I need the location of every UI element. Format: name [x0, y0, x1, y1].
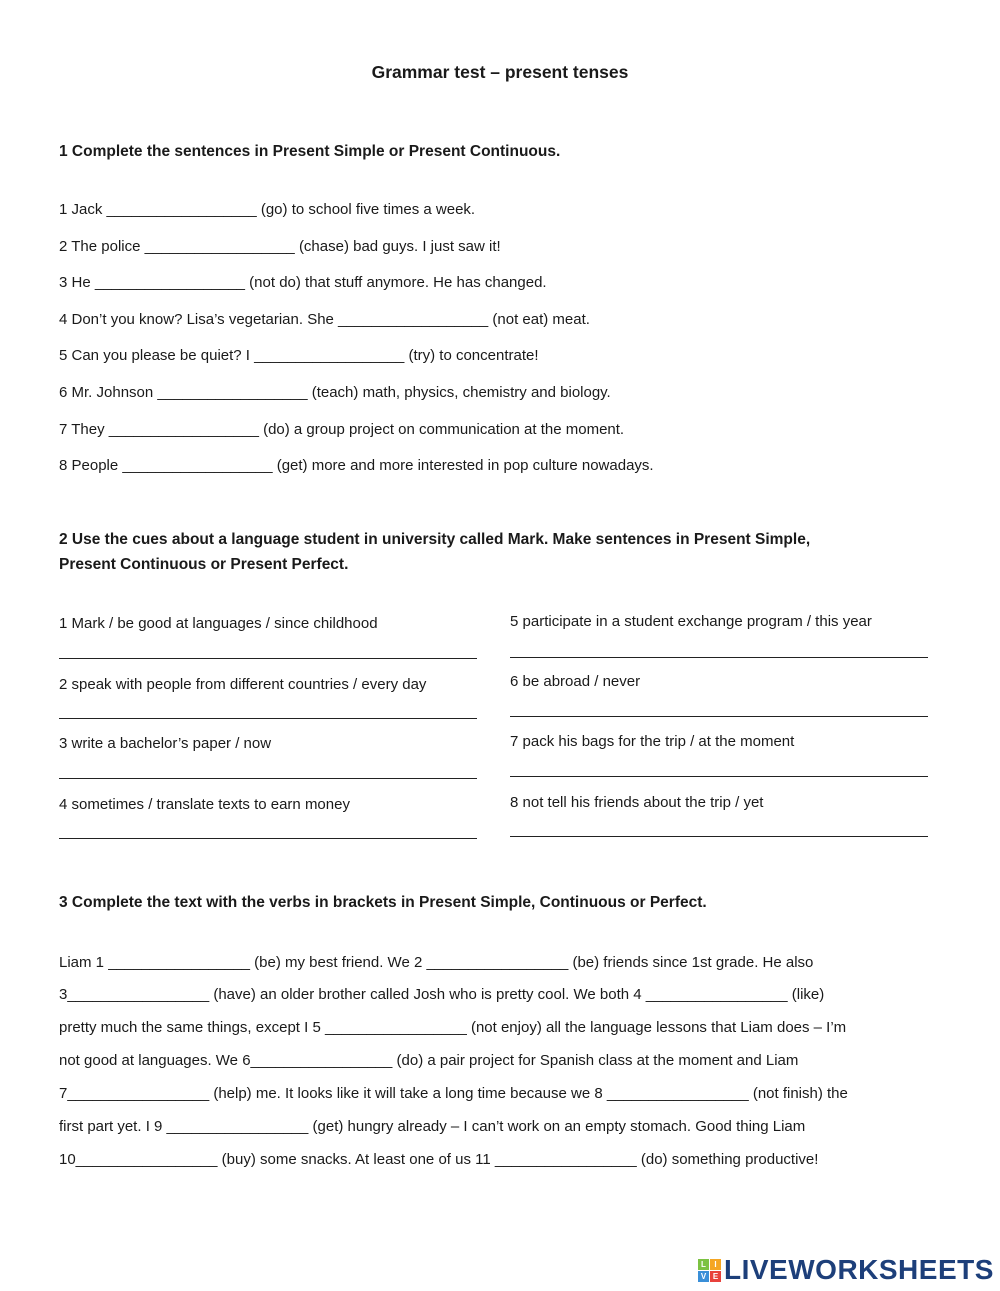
section2-heading: 2 Use the cues about a language student in university called Mark. Make sentences in Present Simple, [59, 531, 811, 548]
answer-line[interactable] [59, 838, 477, 839]
answer-line[interactable] [59, 658, 477, 659]
exercise1-item: 2 The police __________________ (chase) bad guys. I just saw it! [59, 238, 501, 255]
exercise2-cue: 4 sometimes / translate texts to earn money [59, 796, 350, 813]
exercise3-text-line: pretty much the same things, except I 5 _________________ (not enjoy) all the language lessons that Liam does – I’m [59, 1019, 847, 1036]
exercise3-text-line: 10_________________ (buy) some snacks. At least one of us 11 _________________ (do) something productive! [59, 1151, 819, 1168]
exercise2-cue: 5 participate in a student exchange program / this year [510, 613, 872, 630]
exercise3-text-line: not good at languages. We 6_________________ (do) a pair project for Spanish class at the moment and Liam [59, 1052, 799, 1069]
live-cube-icon [698, 1259, 721, 1282]
answer-line[interactable] [510, 657, 928, 658]
answer-line[interactable] [510, 836, 928, 837]
liveworksheets-logo [698, 1254, 994, 1286]
exercise2-cue: 1 Mark / be good at languages / since childhood [59, 615, 378, 632]
exercise2-cue: 2 speak with people from different countries / every day [59, 676, 427, 693]
exercise1-item: 1 Jack __________________ (go) to school five times a week. [59, 201, 476, 218]
section2-heading: Present Continuous or Present Perfect. [59, 556, 349, 573]
exercise3-text-line: 7_________________ (help) me. It looks like it will take a long time because we 8 _________________ (not finish) the [59, 1085, 848, 1102]
cube-letter: I [710, 1259, 721, 1270]
answer-line[interactable] [510, 716, 928, 717]
exercise3-text-line: first part yet. I 9 _________________ (get) hungry already – I can’t work on an empty stomach. Good thing Liam [59, 1118, 806, 1135]
exercise3-text-line: 3_________________ (have) an older brother called Josh who is pretty cool. We both 4 _________________ (like) [59, 986, 825, 1003]
cube-letter: E [710, 1271, 721, 1282]
section3-heading: 3 Complete the text with the verbs in brackets in Present Simple, Continuous or Perfect. [59, 894, 707, 911]
exercise1-item: 4 Don’t you know? Lisa’s vegetarian. She __________________ (not eat) meat. [59, 311, 590, 328]
answer-line[interactable] [510, 776, 928, 777]
cube-letter: L [698, 1259, 709, 1270]
exercise1-item: 5 Can you please be quiet? I __________________ (try) to concentrate! [59, 347, 539, 364]
exercise3-text-line: Liam 1 _________________ (be) my best friend. We 2 _________________ (be) friends since 1st grade. He also [59, 954, 814, 971]
section1-heading: 1 Complete the sentences in Present Simple or Present Continuous. [59, 143, 561, 160]
answer-line[interactable] [59, 718, 477, 719]
answer-line[interactable] [59, 778, 477, 779]
exercise2-cue: 6 be abroad / never [510, 673, 641, 690]
exercise2-cue: 7 pack his bags for the trip / at the moment [510, 733, 795, 750]
exercise2-cue: 8 not tell his friends about the trip / yet [510, 794, 764, 811]
exercise1-item: 8 People __________________ (get) more and more interested in pop culture nowadays. [59, 457, 654, 474]
exercise1-item: 7 They __________________ (do) a group project on communication at the moment. [59, 421, 625, 438]
cube-letter: V [698, 1271, 709, 1282]
page-title: Grammar test – present tenses [371, 62, 629, 82]
exercise2-cue: 3 write a bachelor’s paper / now [59, 735, 272, 752]
logo-text: LIVEWORKSHEETS [724, 1254, 994, 1285]
exercise1-item: 3 He __________________ (not do) that stuff anymore. He has changed. [59, 274, 547, 291]
exercise1-item: 6 Mr. Johnson __________________ (teach) math, physics, chemistry and biology. [59, 384, 611, 401]
